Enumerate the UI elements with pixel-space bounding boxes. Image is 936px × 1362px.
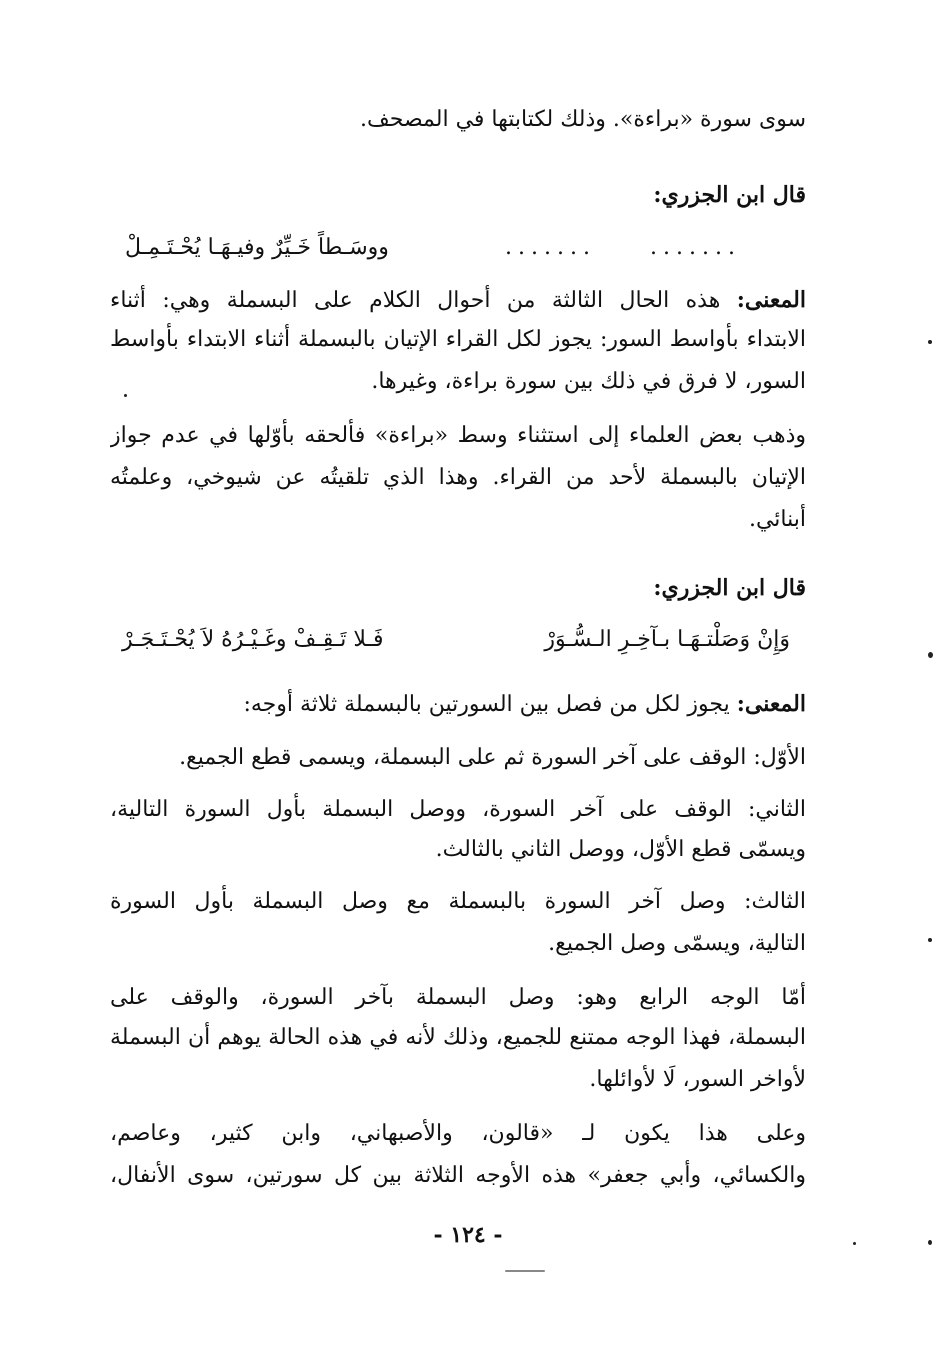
- text-line: سوى سورة «براءة». وذلك لكتابتها في المصحف.: [360, 107, 806, 132]
- text-span: الوقف على آخر السورة ثم على البسملة، ويسمى قطع الجميع.: [179, 745, 747, 770]
- scan-speck: [853, 1242, 856, 1245]
- text-line: السور، لا فرق في ذلك بين سورة براءة، وغيرها.: [371, 369, 806, 394]
- verse-line: فَـلا تَـقِـفْ وغَـيْـرُهُ لاَ يُحْـتَـجَـرْ: [122, 627, 384, 652]
- term-label: المعنى:: [736, 691, 806, 717]
- text-line: الإتيان بالبسملة لأحد من القراء. وهذا الذي تلقيتُه عن شيوخي، وعلمتُه: [110, 465, 806, 490]
- text-line: لأواخر السور، لَا لأوائلها.: [589, 1067, 806, 1092]
- text-span: الوقف على آخر السورة، ووصل البسملة بأول السورة التالية،: [110, 797, 732, 822]
- scan-speck: [928, 938, 932, 942]
- verse-ellipsis: .......: [505, 235, 596, 260]
- text-line: [110, 684, 806, 725]
- term-label: المعنى:: [736, 287, 806, 313]
- text-line: أبنائي.: [748, 507, 806, 532]
- text-line: الابتداء بأواسط السور: يجوز لكل القراء الإتيان بالبسملة أثناء الابتداء بأواسط: [110, 327, 806, 352]
- section-heading: قال ابن الجزري:: [653, 182, 806, 208]
- text-line: التالية، ويسمّى وصل الجميع.: [548, 931, 806, 956]
- text-line: البسملة، فهذا الوجه ممتنع للجميع، وذلك لأنه في هذه الحالة يوهم أن البسملة: [110, 1025, 806, 1050]
- text-line: [110, 738, 806, 778]
- text-line: وعلى هذا يكون لـ «قالون، والأصبهاني، وابن كثير، وعاصم،: [110, 1121, 806, 1146]
- text-line: [110, 882, 806, 922]
- text-line: [110, 790, 806, 830]
- page-number: - ١٢٤ -: [433, 1222, 503, 1248]
- scan-speck: [124, 394, 127, 397]
- scan-speck: [928, 652, 933, 658]
- text-line: أمّا الوجه الرابع وهو: وصل البسملة بآخر السورة، والوقف على: [110, 985, 806, 1010]
- text-line: [110, 280, 806, 321]
- text-line: وذهب بعض العلماء إلى استثناء وسط «براءة» فألحقه بأوّلها في عدم جواز: [110, 423, 806, 448]
- text-span: هذه الحال الثالثة من أحوال الكلام على البسملة وهي: أثناء: [110, 288, 721, 313]
- term-label: الثاني:: [747, 797, 806, 822]
- term-label: الأوّل:: [753, 745, 806, 770]
- verse-line: ووسَـطاً خَـيِّرٌ وفيـهَـا يُحْـتَـمِـلْ: [125, 235, 389, 260]
- section-heading: قال ابن الجزري:: [653, 575, 806, 601]
- scan-speck: [928, 340, 932, 344]
- text-line: ويسمّى قطع الأوّل، ووصل الثاني بالثالث.: [435, 837, 806, 862]
- verse-line: وَإِنْ وَصَلْتـهَـا بـآخِـرِ الـسُّـوَرْ: [544, 627, 790, 652]
- term-label: الثالث:: [744, 889, 806, 914]
- text-span: وصل آخر السورة بالبسملة مع وصل البسملة بأول السورة: [110, 889, 726, 914]
- text-span: يجوز لكل من فصل بين السورتين بالبسملة ثلاثة أوجه:: [243, 692, 730, 717]
- scan-speck: [505, 1270, 545, 1272]
- verse-ellipsis: .......: [650, 235, 741, 260]
- text-line: والكسائي، وأبي جعفر» هذه الأوجه الثلاثة بين كل سورتين، سوى الأنفال،: [110, 1163, 806, 1188]
- scan-speck: [928, 1240, 932, 1245]
